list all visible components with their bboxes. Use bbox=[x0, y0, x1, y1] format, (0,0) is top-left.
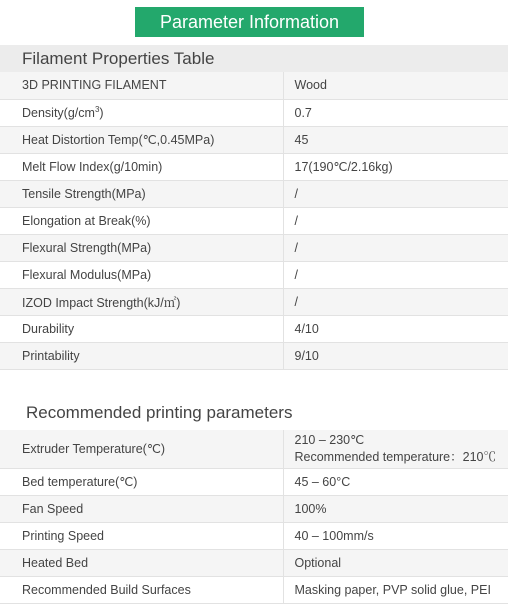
property-value: 45 bbox=[283, 126, 508, 153]
table-row bbox=[0, 430, 508, 468]
property-value: / bbox=[283, 234, 508, 261]
property-name: Elongation at Break(%) bbox=[0, 207, 283, 234]
property-name-suffix: ) bbox=[99, 105, 104, 120]
table-row bbox=[0, 468, 508, 495]
parameter-name: Recommended Build Surfaces bbox=[0, 576, 283, 603]
property-value: / bbox=[283, 261, 508, 288]
property-value: 0.7 bbox=[283, 99, 508, 126]
filament-properties-title: Filament Properties Table bbox=[0, 45, 508, 72]
table-row bbox=[0, 72, 508, 99]
property-name: Tensile Strength(MPa) bbox=[0, 180, 283, 207]
printing-parameters-title: Recommended printing parameters bbox=[0, 398, 508, 430]
property-value: 9/10 bbox=[283, 342, 508, 369]
table-row bbox=[0, 495, 508, 522]
table-row bbox=[0, 549, 508, 576]
table-row bbox=[0, 522, 508, 549]
property-value: 17(190℃/2.16kg) bbox=[283, 153, 508, 180]
parameter-name: Extruder Temperature(℃) bbox=[0, 430, 283, 468]
parameter-information-banner: Parameter Information bbox=[135, 7, 364, 37]
table-row bbox=[0, 153, 508, 180]
printing-parameters-table bbox=[0, 430, 508, 604]
property-name: Melt Flow Index(g/10min) bbox=[0, 153, 283, 180]
table-row bbox=[0, 99, 508, 126]
table-row bbox=[0, 207, 508, 234]
section-spacer bbox=[0, 370, 508, 398]
property-value: / bbox=[283, 288, 508, 315]
parameter-value-line: 210 – 230℃ bbox=[294, 432, 365, 447]
property-name: 3D PRINTING FILAMENT bbox=[0, 72, 283, 99]
parameter-value: 100% bbox=[283, 495, 508, 522]
parameter-name: Fan Speed bbox=[0, 495, 283, 522]
table-row bbox=[0, 576, 508, 603]
parameter-value bbox=[283, 430, 508, 468]
property-value: / bbox=[283, 207, 508, 234]
table-row bbox=[0, 234, 508, 261]
property-name: Durability bbox=[0, 315, 283, 342]
table-row bbox=[0, 180, 508, 207]
property-name bbox=[0, 99, 283, 126]
property-name: IZOD Impact Strength(kJ/㎡) bbox=[0, 288, 283, 315]
table-row bbox=[0, 126, 508, 153]
property-name: Flexural Strength(MPa) bbox=[0, 234, 283, 261]
parameter-value: 40 – 100mm/s bbox=[283, 522, 508, 549]
property-name: Flexural Modulus(MPa) bbox=[0, 261, 283, 288]
property-name-text: Density(g/cm bbox=[22, 105, 95, 120]
property-value: / bbox=[283, 180, 508, 207]
property-name: Heat Distortion Temp(℃,0.45MPa) bbox=[0, 126, 283, 153]
table-row bbox=[0, 315, 508, 342]
parameter-value: 45 – 60°C bbox=[283, 468, 508, 495]
parameter-value-line: Recommended temperature：210℃ bbox=[294, 449, 496, 464]
parameter-name: Printing Speed bbox=[0, 522, 283, 549]
table-row bbox=[0, 261, 508, 288]
parameter-value: Optional bbox=[283, 549, 508, 576]
table-row bbox=[0, 342, 508, 369]
parameter-name: Bed temperature(℃) bbox=[0, 468, 283, 495]
table-row bbox=[0, 288, 508, 315]
parameter-name: Heated Bed bbox=[0, 549, 283, 576]
property-name: Printability bbox=[0, 342, 283, 369]
property-value: 4/10 bbox=[283, 315, 508, 342]
parameter-value: Masking paper, PVP solid glue, PEI bbox=[283, 576, 508, 603]
property-value: Wood bbox=[283, 72, 508, 99]
filament-properties-table bbox=[0, 72, 508, 370]
property-name-superscript: 3 bbox=[94, 104, 100, 114]
